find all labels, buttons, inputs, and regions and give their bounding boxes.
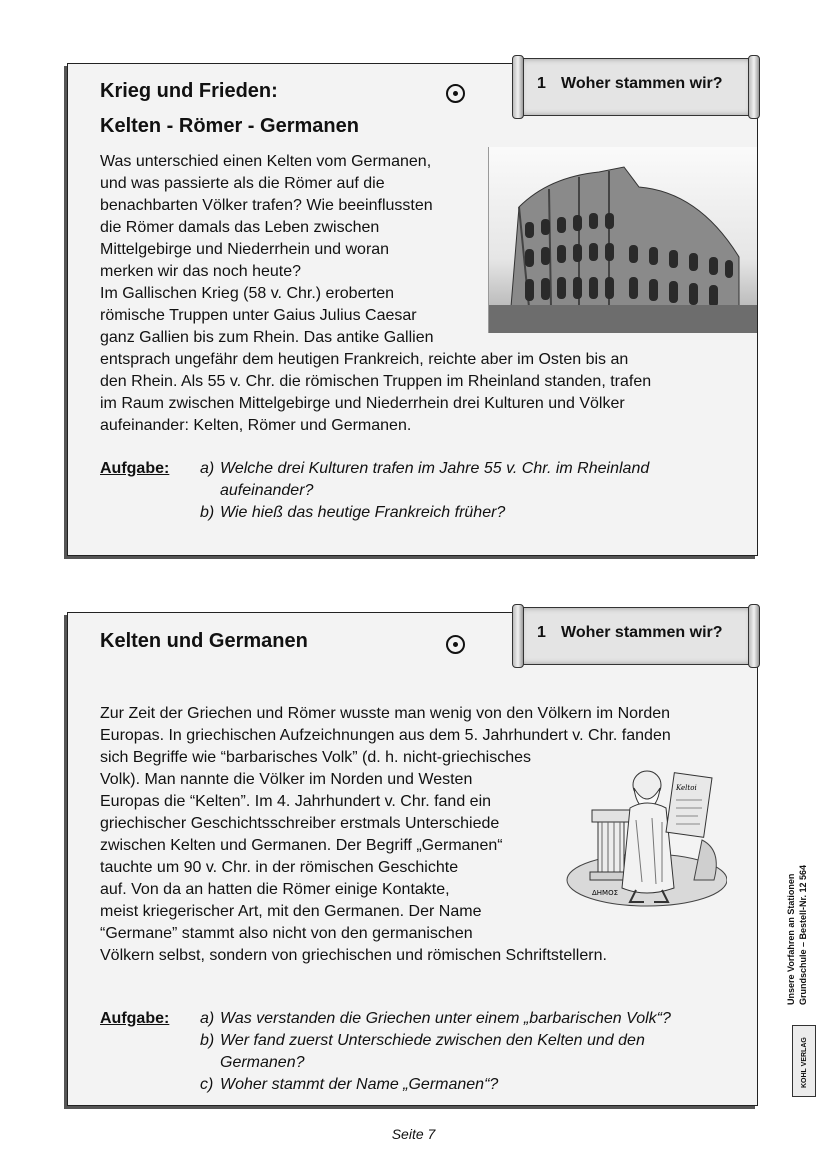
card-krieg-und-frieden — [67, 63, 758, 556]
task-item: c) Woher stammt der Name „Germanen“? — [200, 1076, 499, 1093]
svg-text:Keltoi: Keltoi — [676, 784, 697, 792]
intro-paragraph: Was unterschied einen Kelten vom Germanen, und was passierte als die Römer auf die benachbarten Völker trafen? Wie beeinflussten die Römer damals das Leben zwischen Mittelgebirge und Niederrhein und woran merken wir das noch heute? Im Gallischen Krieg (58 v. Chr.) eroberten römische Truppen unter Gaius Julius Caesar ganz Gallien bis zum Rhein. Das antike Gallien entsprach ungefähr dem heutigen Frankreich, reichte aber im Osten bis an den Rhein. Als 55 v. Chr. die römischen Truppen im Rheinland standen, trafen im Raum zwischen Mittelgebirge und Niederrhein drei Kulturen und Völker aufeinander: Kelten, Römer und Germanen. — [100, 153, 652, 434]
chapter-label: Woher stammen wir? — [561, 624, 723, 641]
target-icon — [446, 84, 465, 103]
task-heading: Aufgabe: — [100, 460, 170, 477]
task-item: b) Wer fand zuerst Unterschiede zwischen den Kelten und den Germanen? — [200, 1032, 645, 1071]
card-subtitle: Kelten - Römer - Germanen — [100, 115, 359, 137]
task-item: b) Wie hieß das heutige Frankreich früher? — [200, 504, 506, 521]
task-heading: Aufgabe: — [100, 1010, 170, 1027]
chapter-number: 1 — [537, 75, 546, 92]
intro-paragraph: Zur Zeit der Griechen und Römer wusste man wenig von den Völkern im Norden Europas. In griechischen Aufzeichnungen aus dem 5. Jahrhundert v. Chr. fanden sich Begriffe wie “barbarisches Volk” (d. h. nicht-griechisches Volk). Man nannte die Völker im Norden und Westen Europas die “Kelten”. Im 4. Jahrhundert v. Chr. fand ein griechischer Geschichtsschreiber erstmals Unterschiede zwischen Kelten und Germanen. Der Begriff „Germanen“ tauchte um 90 v. Chr. in der römischen Geschichte auf. Von da an hatten die Römer einige Kontakte, meist kriegerischer Art, mit den Germanen. Der Name “Germane” stammt also nicht von den germanischen Völkern selbst, sondern von griechischen und römischen Schriftstellern. — [100, 705, 671, 964]
sidebar-line-1: Unsere Vorfahren an Stationen — [786, 873, 796, 1005]
sidebar-line-2: Grundschule – Bestell-Nr. 12 564 — [798, 864, 808, 1005]
target-icon — [446, 635, 465, 654]
card-title: Krieg und Frieden: — [100, 80, 278, 102]
page-number: Seite 7 — [391, 1126, 436, 1142]
card-title: Kelten und Germanen — [100, 630, 308, 652]
publisher-logo: KOHL VERLAG — [792, 1025, 816, 1097]
task-item: a) Welche drei Kulturen trafen im Jahre 55 v. Chr. im Rheinland aufeinander? — [200, 460, 650, 499]
publisher-sidebar — [784, 855, 824, 1105]
chapter-label: Woher stammen wir? — [561, 75, 723, 92]
card-kelten-und-germanen — [67, 612, 758, 1106]
task-list — [200, 1008, 740, 1096]
chapter-badge-scroll — [512, 58, 760, 116]
task-list — [200, 458, 740, 524]
chapter-number: 1 — [537, 624, 546, 641]
task-item: a) Was verstanden die Griechen unter einem „barbarischen Volk“? — [200, 1010, 671, 1027]
svg-text:ΔΗΜΟΣ: ΔΗΜΟΣ — [592, 889, 619, 897]
chapter-badge-scroll — [512, 607, 760, 665]
